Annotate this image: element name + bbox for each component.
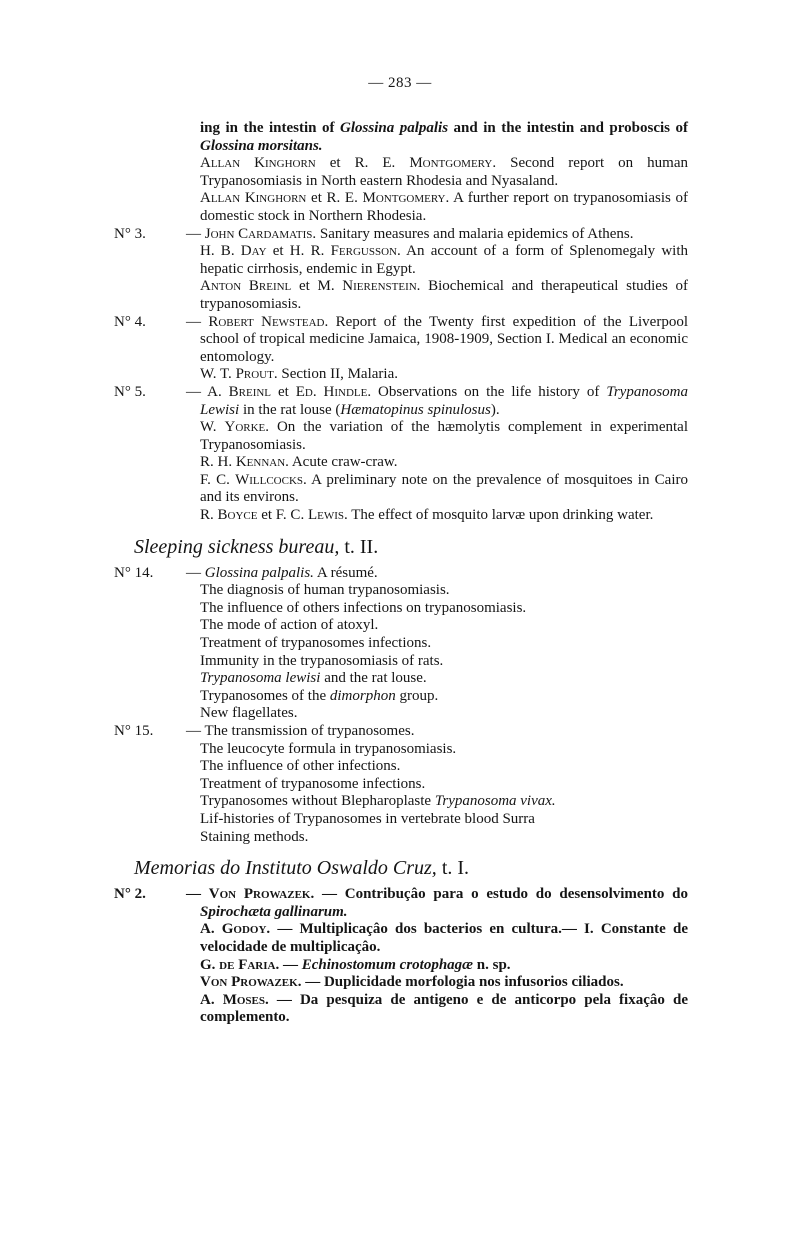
list-item: Staining methods. (200, 828, 309, 845)
issue-number: N° 15. (114, 723, 154, 739)
numbered-entry (116, 886, 688, 921)
list-item: Treatment of trypanosomes infections. (200, 635, 432, 652)
issue-number: N° 14. (114, 564, 154, 581)
list-item: The mode of action of atoxyl. (200, 617, 379, 634)
entry-text: — The transmission of trypanosomes. (186, 723, 415, 739)
reference-entry: ing in the intestin of Glossina palpalis and in the intestin and proboscis of Glossina morsitans. (200, 120, 688, 154)
reference-entry: H. B. Day et H. R. Fergusson. An account of a form of Splenomegaly with hepatic cirrhosis, endemic in Egypt. (200, 243, 689, 277)
issue-number: N° 4. (114, 313, 146, 330)
reference-entry: Von Prowazek. — Duplicidade morfologia nos infusorios ciliados. (200, 974, 624, 991)
reference-entry: A. Moses. — Da pesquiza de antigeno e de anticorpo pela fixaçâo de complemento. (200, 991, 688, 1026)
issue-number: N° 5. (114, 383, 146, 400)
entry-text: — A. Breinl et Ed. Hindle. Observations on the life history of Trypanosoma Lewisi in the rat louse (Hæmatopinus spinulosus). (186, 383, 688, 418)
list-item: The leucocyte formula in trypanosomiasis. (200, 740, 457, 757)
issue-number: N° 3. (114, 225, 146, 242)
section-heading: Sleeping sickness bureau, t. II. (134, 535, 379, 558)
reference-entry: Allan Kinghorn et R. E. Montgomery. Second report on human Trypanosomiasis in North eastern Rhodesia and Nyasaland. (200, 155, 688, 189)
numbered-entry (116, 314, 688, 367)
entry-text: — Glossina palpalis. A résumé. (186, 564, 378, 581)
reference-entry: Anton Breinl et M. Nierenstein. Biochemical and therapeutical studies of trypanosomiasis. (200, 278, 688, 312)
page-number: — 283 — (368, 75, 432, 91)
reference-entry: W. T. Prout. Section II, Malaria. (200, 366, 398, 383)
list-item: Trypanosoma lewisi and the rat louse. (200, 670, 427, 687)
list-item: The influence of others infections on trypanosomiasis. (200, 599, 527, 616)
list-item: Trypanosomes of the dimorphon group. (200, 687, 439, 704)
list-item: Treatment of trypanosome infections. (200, 775, 426, 792)
numbered-entry (116, 565, 688, 583)
entry-text: — Von Prowazek. — Contribuçâo para o estudo do desensolvimento do Spirochæta gallinarum. (186, 886, 689, 920)
numbered-entry (116, 226, 688, 244)
reference-entry: G. de Faria. — Echinostomum crotophagæ n. sp. (200, 956, 511, 973)
list-item: Immunity in the trypanosomiasis of rats. (200, 652, 444, 669)
reference-entry: W. Yorke. On the variation of the hæmolytis complement in experimental Trypanosomiasis. (200, 419, 688, 453)
list-item: New flagellates. (200, 705, 298, 722)
entry-text: — Robert Newstead. Report of the Twenty first expedition of the Liverpool school of tropical medicine Jamaica, 1908-1909, Section I. Medical an economic entomology. (186, 313, 689, 365)
reference-entry: R. Boyce et F. C. Lewis. The effect of mosquito larvæ upon drinking water. (200, 507, 654, 524)
section-heading: Memorias do Instituto Oswaldo Cruz, t. I. (134, 857, 470, 880)
list-item: Lif-histories of Trypanosomes in vertebrate blood Surra (200, 810, 535, 827)
list-item: The influence of other infections. (200, 758, 401, 775)
numbered-entry (116, 384, 688, 419)
reference-list (116, 120, 688, 1027)
list-item: The diagnosis of human trypanosomiasis. (200, 582, 450, 599)
reference-entry: A. Godoy. — Multiplicaçâo dos bacterios en cultura.— I. Constante de velocidade de multiplicaçâo. (200, 921, 688, 955)
issue-number: N° 2. (114, 886, 146, 903)
reference-entry: F. C. Willcocks. A preliminary note on the prevalence of mosquitoes in Cairo and its environs. (200, 471, 688, 506)
reference-entry: Allan Kinghorn et R. E. Montgomery. A further report on trypanosomiasis of domestic stock in Northern Rhodesia. (200, 190, 688, 224)
reference-entry: R. H. Kennan. Acute craw-craw. (200, 454, 398, 471)
list-item: Trypanosomes without Blepharoplaste Trypanosoma vivax. (200, 793, 556, 810)
entry-text: — John Cardamatis. Sanitary measures and malaria epidemics of Athens. (186, 225, 634, 242)
numbered-entry (116, 723, 688, 741)
